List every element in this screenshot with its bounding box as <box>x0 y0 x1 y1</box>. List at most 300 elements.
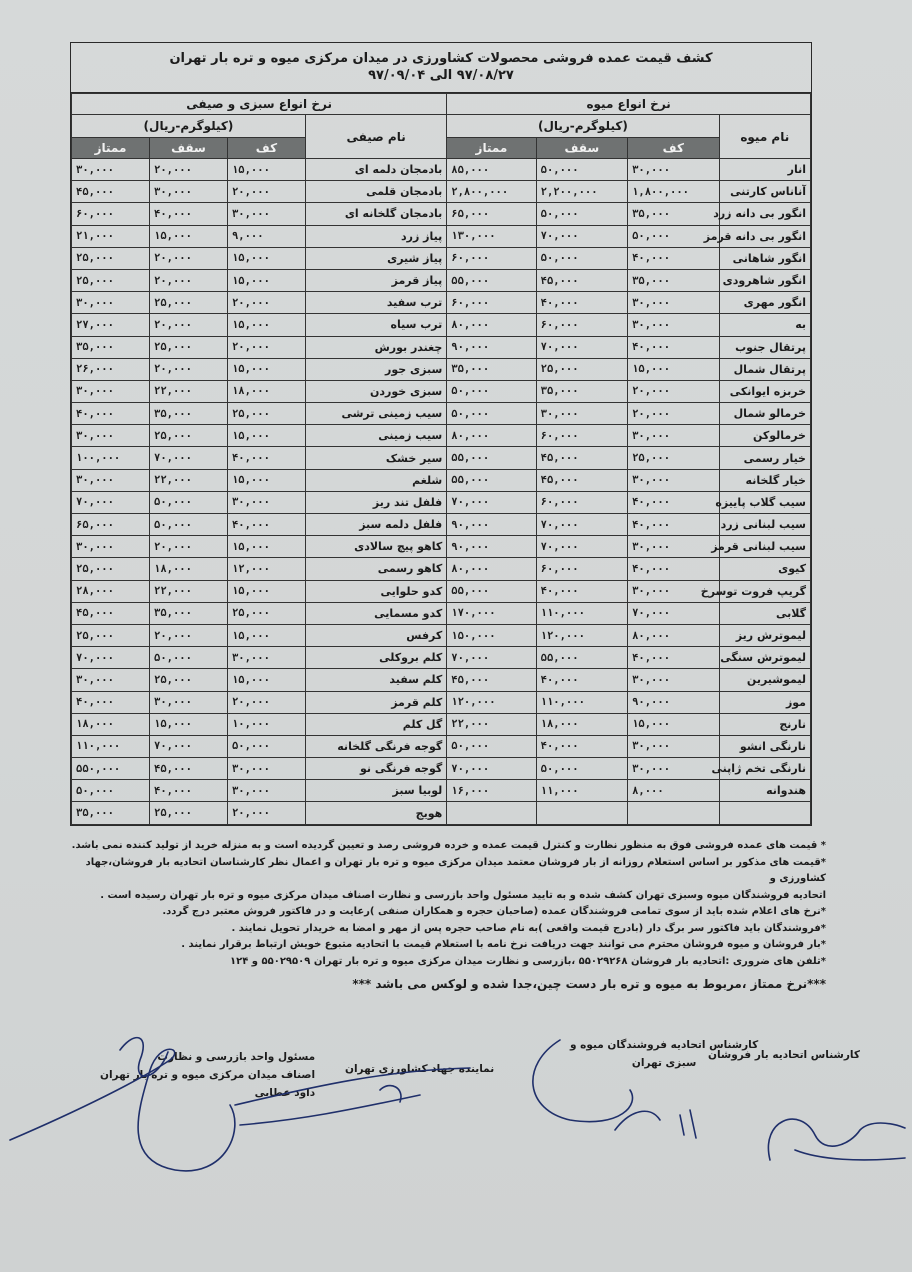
fruit-name-cell: خرمالوکن <box>719 425 810 447</box>
veg-name-cell: کاهو پیچ سالادی <box>305 536 446 558</box>
fruit-floor-cell: ۳۰,۰۰۰ <box>628 159 719 181</box>
fruit-name-cell: لیموترش سنگی <box>719 647 810 669</box>
veg-ceiling-cell: ۷۰,۰۰۰ <box>150 447 228 469</box>
veg-ceiling-cell: ۴۰,۰۰۰ <box>150 203 228 225</box>
fruit-ceiling-cell: ۵۰,۰۰۰ <box>536 247 627 269</box>
signature-title: اصناف میدان مرکزی میوه و تره بار تهران <box>100 1069 316 1081</box>
veg-name-header: نام صیفی <box>305 115 446 159</box>
veg-premium-cell: ۲۵,۰۰۰ <box>72 247 150 269</box>
veg-unit-header: (کیلوگرم-ریال) <box>72 115 306 138</box>
fruit-premium-cell: ۸۰,۰۰۰ <box>447 558 536 580</box>
fruit-name-cell: به <box>719 314 810 336</box>
veg-ceiling-cell: ۲۲,۰۰۰ <box>150 469 228 491</box>
veg-name-cell: کاهو رسمی <box>305 558 446 580</box>
veg-floor-cell: ۱۵,۰۰۰ <box>227 247 305 269</box>
note-line: *فروشندگان باید فاکتور سر برگ دار (بادرج قیمت واقعی )به نام صاحب حجره پس از مهر و امضا به خریدار تحویل نمایند . <box>231 922 826 934</box>
veg-name-cell: شلغم <box>305 469 446 491</box>
veg-ceiling-cell: ۲۲,۰۰۰ <box>150 380 228 402</box>
fruit-floor-cell: ۷۰,۰۰۰ <box>628 602 719 624</box>
fruit-premium-cell: ۸۰,۰۰۰ <box>447 314 536 336</box>
signature-title: کارشناس اتحادیه بار فروشان <box>708 1049 860 1061</box>
fruit-floor-cell: ۲۰,۰۰۰ <box>628 403 719 425</box>
veg-floor-cell: ۲۰,۰۰۰ <box>227 292 305 314</box>
veg-premium-cell: ۶۵,۰۰۰ <box>72 514 150 536</box>
table-row <box>72 536 811 558</box>
veg-premium-cell: ۲۱,۰۰۰ <box>72 225 150 247</box>
table-row <box>72 380 811 402</box>
fruit-premium-cell: ۵۵,۰۰۰ <box>447 580 536 602</box>
veg-ceiling-cell: ۵۰,۰۰۰ <box>150 491 228 513</box>
table-row <box>72 647 811 669</box>
fruit-premium-cell: ۳۵,۰۰۰ <box>447 358 536 380</box>
table-row <box>72 780 811 802</box>
fruit-premium-cell: ۱۶,۰۰۰ <box>447 780 536 802</box>
veg-name-cell: کدو مسمایی <box>305 602 446 624</box>
title-text: کشف قیمت عمده فروشی محصولات کشاورزی در میدان مرکزی میوه و تره بار تهران <box>169 51 713 66</box>
signature-title: کارشناس اتحادیه فروشندگان میوه و <box>570 1039 759 1051</box>
table-row <box>72 292 811 314</box>
fruit-name-cell: سیب لبنانی قرمز <box>719 536 810 558</box>
veg-floor-cell: ۱۵,۰۰۰ <box>227 314 305 336</box>
document-title <box>71 43 811 93</box>
fruit-floor-cell: ۲۰,۰۰۰ <box>628 380 719 402</box>
veg-floor-cell: ۱۸,۰۰۰ <box>227 380 305 402</box>
fruit-name-cell: گریپ فروت توسرخ <box>719 580 810 602</box>
veg-ceiling-cell: ۵۰,۰۰۰ <box>150 647 228 669</box>
signature-scribble-4 <box>768 1119 905 1160</box>
table-row <box>72 624 811 646</box>
fruit-premium-cell: ۵۰,۰۰۰ <box>447 380 536 402</box>
fruit-ceiling-cell: ۷۰,۰۰۰ <box>536 536 627 558</box>
fruit-ceiling-cell: ۴۰,۰۰۰ <box>536 292 627 314</box>
fruit-ceiling-cell: ۷۰,۰۰۰ <box>536 514 627 536</box>
table-row <box>72 203 811 225</box>
veg-floor-cell: ۱۲,۰۰۰ <box>227 558 305 580</box>
veg-premium-cell: ۳۰,۰۰۰ <box>72 669 150 691</box>
fruit-ceiling-cell: ۴۰,۰۰۰ <box>536 669 627 691</box>
veg-ceiling-cell: ۲۵,۰۰۰ <box>150 336 228 358</box>
veg-premium-cell: ۷۰,۰۰۰ <box>72 647 150 669</box>
fruit-ceiling-header: سقف <box>536 138 627 159</box>
fruit-floor-header: کف <box>628 138 719 159</box>
fruit-floor-cell: ۱۵,۰۰۰ <box>628 713 719 735</box>
signature-person: داود عطایی <box>254 1087 316 1099</box>
veg-floor-cell: ۲۰,۰۰۰ <box>227 802 305 824</box>
fruit-ceiling-cell: ۶۰,۰۰۰ <box>536 314 627 336</box>
fruit-ceiling-cell: ۱۱۰,۰۰۰ <box>536 602 627 624</box>
fruit-floor-cell: ۳۰,۰۰۰ <box>628 669 719 691</box>
veg-name-cell: هویج <box>305 802 446 824</box>
fruit-name-cell: نارنگی انشو <box>719 735 810 757</box>
fruit-name-cell: سیب گلاب پاییزه <box>719 491 810 513</box>
price-table <box>71 93 811 825</box>
fruit-floor-cell: ۹۰,۰۰۰ <box>628 691 719 713</box>
fruit-floor-cell: ۴۰,۰۰۰ <box>628 558 719 580</box>
note-line: * قیمت های عمده فروشی فوق به منظور نظارت و کنترل قیمت عمده و خرده فروشی رصد و تعیین گردیده است و به منزله خرید از تولید کننده نمی باشد. <box>71 840 826 851</box>
veg-name-cell: لوبیا سبز <box>305 780 446 802</box>
fruit-floor-cell: ۳۰,۰۰۰ <box>628 425 719 447</box>
fruit-premium-cell: ۵۵,۰۰۰ <box>447 469 536 491</box>
veg-name-cell: ترب سفید <box>305 292 446 314</box>
table-row <box>72 758 811 780</box>
fruit-premium-cell: ۹۰,۰۰۰ <box>447 514 536 536</box>
signature-inspection <box>100 1048 315 1102</box>
fruit-floor-cell: ۴۰,۰۰۰ <box>628 647 719 669</box>
veg-premium-cell: ۳۰,۰۰۰ <box>72 159 150 181</box>
veg-floor-cell: ۱۰,۰۰۰ <box>227 713 305 735</box>
fruit-name-cell: نارنگی تخم ژاپنی <box>719 758 810 780</box>
fruit-premium-cell: ۱۷۰,۰۰۰ <box>447 602 536 624</box>
veg-floor-cell: ۱۵,۰۰۰ <box>227 624 305 646</box>
fruit-ceiling-cell: ۵۰,۰۰۰ <box>536 203 627 225</box>
table-row <box>72 336 811 358</box>
veg-premium-cell: ۲۶,۰۰۰ <box>72 358 150 380</box>
signature-title: نماینده جهاد کشاورزی تهران <box>345 1063 495 1075</box>
fruit-name-cell: خرمالو شمال <box>719 403 810 425</box>
veg-floor-cell: ۳۰,۰۰۰ <box>227 203 305 225</box>
fruit-name-cell: کیوی <box>719 558 810 580</box>
note-line: *قیمت های مذکور بر اساس استعلام روزانه از بار فروشان معتمد میدان مرکزی میوه و تره بار تهران و اعمال نظر کارشناسان اتحادیه بار فروشان،جهاد کشاورزی و <box>85 856 826 884</box>
veg-premium-cell: ۴۰,۰۰۰ <box>72 403 150 425</box>
fruit-name-cell: خربزه ایوانکی <box>719 380 810 402</box>
veg-ceiling-header: سقف <box>150 138 228 159</box>
table-row <box>72 358 811 380</box>
veg-ceiling-cell: ۲۰,۰۰۰ <box>150 536 228 558</box>
fruit-floor-cell: ۴۰,۰۰۰ <box>628 491 719 513</box>
fruit-name-cell: آناناس کارتنی <box>719 181 810 203</box>
fruit-ceiling-cell: ۷۰,۰۰۰ <box>536 225 627 247</box>
table-row <box>72 469 811 491</box>
veg-floor-cell: ۴۰,۰۰۰ <box>227 447 305 469</box>
veg-premium-cell: ۲۵,۰۰۰ <box>72 269 150 291</box>
fruit-name-cell: هندوانه <box>719 780 810 802</box>
table-row <box>72 802 811 824</box>
veg-ceiling-cell: ۲۵,۰۰۰ <box>150 425 228 447</box>
veg-floor-cell: ۵۰,۰۰۰ <box>227 735 305 757</box>
fruit-unit-header: (کیلوگرم-ریال) <box>447 115 719 138</box>
veg-name-cell: سبزی خوردن <box>305 380 446 402</box>
veg-floor-cell: ۹,۰۰۰ <box>227 225 305 247</box>
fruit-ceiling-cell: ۱۱۰,۰۰۰ <box>536 691 627 713</box>
veg-name-cell: کلم بروکلی <box>305 647 446 669</box>
veg-premium-cell: ۲۵,۰۰۰ <box>72 558 150 580</box>
veg-premium-cell: ۲۷,۰۰۰ <box>72 314 150 336</box>
veg-section-heading: نرخ انواع سبزی و صیفی <box>72 94 447 115</box>
fruit-premium-cell: ۹۰,۰۰۰ <box>447 536 536 558</box>
date-range: ۹۷/۰۸/۲۷ الی ۹۷/۰۹/۰۴ <box>368 68 514 83</box>
table-row <box>72 447 811 469</box>
signature-title: مسئول واحد بازرسی و نظارت <box>157 1051 316 1063</box>
table-row <box>72 669 811 691</box>
fruit-name-header: نام میوه <box>719 115 810 159</box>
veg-name-cell: کدو حلوایی <box>305 580 446 602</box>
table-row <box>72 314 811 336</box>
fruit-name-cell: انگور مهری <box>719 292 810 314</box>
veg-name-cell: کلم قرمز <box>305 691 446 713</box>
fruit-ceiling-cell: ۵۵,۰۰۰ <box>536 647 627 669</box>
note-line: *بار فروشان و میوه فروشان محترم می توانند جهت دریافت نرخ نامه با استعلام قیمت با اتحادیه متبوع خویش ارتباط برقرار نمایند . <box>181 939 826 950</box>
veg-name-cell: سیب زمینی ترشی <box>305 403 446 425</box>
fruit-premium-cell: ۲۲,۰۰۰ <box>447 713 536 735</box>
fruit-name-cell: لیموشیرین <box>719 669 810 691</box>
table-row <box>72 181 811 203</box>
fruit-premium-cell: ۷۰,۰۰۰ <box>447 491 536 513</box>
veg-ceiling-cell: ۱۵,۰۰۰ <box>150 713 228 735</box>
fruit-premium-cell: ۸۰,۰۰۰ <box>447 425 536 447</box>
fruit-ceiling-cell: ۱۸,۰۰۰ <box>536 713 627 735</box>
fruit-floor-cell: ۸۰,۰۰۰ <box>628 624 719 646</box>
veg-name-cell: چغندر بورش <box>305 336 446 358</box>
veg-premium-cell: ۳۰,۰۰۰ <box>72 536 150 558</box>
veg-floor-cell: ۲۵,۰۰۰ <box>227 403 305 425</box>
veg-name-cell: پیاز قرمز <box>305 269 446 291</box>
notes-block <box>66 838 826 993</box>
veg-floor-cell: ۱۵,۰۰۰ <box>227 425 305 447</box>
veg-floor-cell: ۲۵,۰۰۰ <box>227 602 305 624</box>
fruit-premium-cell: ۵۵,۰۰۰ <box>447 269 536 291</box>
veg-ceiling-cell: ۲۵,۰۰۰ <box>150 292 228 314</box>
fruit-name-cell: انار <box>719 159 810 181</box>
veg-floor-cell: ۳۰,۰۰۰ <box>227 780 305 802</box>
fruit-floor-cell: ۸,۰۰۰ <box>628 780 719 802</box>
veg-premium-cell: ۵۰,۰۰۰ <box>72 780 150 802</box>
fruit-floor-cell: ۳۰,۰۰۰ <box>628 469 719 491</box>
fruit-floor-cell <box>628 802 719 824</box>
note-line: *تلفن های ضروری :اتحادیه بار فروشان ۵۵۰۲۹۲۶۸ ،بازرسی و نظارت میدان مرکزی میوه و تره بار تهران ۵۵۰۲۹۵۰۹ و ۱۲۴ <box>230 955 826 967</box>
fruit-ceiling-cell: ۴۵,۰۰۰ <box>536 469 627 491</box>
veg-floor-cell: ۳۰,۰۰۰ <box>227 491 305 513</box>
veg-name-cell: گل کلم <box>305 713 446 735</box>
fruit-premium-cell: ۵۰,۰۰۰ <box>447 403 536 425</box>
veg-name-cell: فلفل تند ریز <box>305 491 446 513</box>
veg-floor-cell: ۱۵,۰۰۰ <box>227 669 305 691</box>
fruit-premium-cell: ۸۵,۰۰۰ <box>447 159 536 181</box>
table-row <box>72 691 811 713</box>
premium-note: ***نرخ ممتاز ،مربوط به میوه و تره بار دست چین،جدا شده و لوکس می باشد *** <box>352 977 826 991</box>
table-row <box>72 491 811 513</box>
fruit-floor-cell: ۳۰,۰۰۰ <box>628 758 719 780</box>
signature-wholesaler-union <box>708 1046 860 1064</box>
veg-ceiling-cell: ۴۰,۰۰۰ <box>150 780 228 802</box>
veg-ceiling-cell: ۱۸,۰۰۰ <box>150 558 228 580</box>
veg-name-cell: سیب زمینی <box>305 425 446 447</box>
veg-floor-cell: ۲۰,۰۰۰ <box>227 181 305 203</box>
veg-premium-cell: ۳۰,۰۰۰ <box>72 425 150 447</box>
fruit-ceiling-cell: ۵۰,۰۰۰ <box>536 159 627 181</box>
table-row <box>72 602 811 624</box>
table-row <box>72 225 811 247</box>
fruit-premium-cell: ۵۵,۰۰۰ <box>447 447 536 469</box>
veg-name-cell: ترب سیاه <box>305 314 446 336</box>
veg-ceiling-cell: ۲۵,۰۰۰ <box>150 802 228 824</box>
veg-premium-cell: ۲۵,۰۰۰ <box>72 624 150 646</box>
fruit-premium-cell: ۵۰,۰۰۰ <box>447 735 536 757</box>
veg-premium-cell: ۶۰,۰۰۰ <box>72 203 150 225</box>
veg-ceiling-cell: ۳۵,۰۰۰ <box>150 403 228 425</box>
veg-ceiling-cell: ۲۲,۰۰۰ <box>150 580 228 602</box>
table-row <box>72 247 811 269</box>
veg-premium-cell: ۳۰,۰۰۰ <box>72 292 150 314</box>
veg-name-cell: گوجه فرنگی نو <box>305 758 446 780</box>
fruit-ceiling-cell: ۱۱,۰۰۰ <box>536 780 627 802</box>
fruit-name-cell: انگور بی دانه قرمز <box>719 225 810 247</box>
veg-ceiling-cell: ۲۰,۰۰۰ <box>150 624 228 646</box>
fruit-premium-cell: ۱۳۰,۰۰۰ <box>447 225 536 247</box>
fruit-name-cell: پرتقال شمال <box>719 358 810 380</box>
veg-ceiling-cell: ۲۰,۰۰۰ <box>150 358 228 380</box>
veg-floor-header: کف <box>227 138 305 159</box>
veg-floor-cell: ۱۵,۰۰۰ <box>227 358 305 380</box>
veg-floor-cell: ۱۵,۰۰۰ <box>227 469 305 491</box>
fruit-floor-cell: ۳۰,۰۰۰ <box>628 735 719 757</box>
veg-ceiling-cell: ۴۵,۰۰۰ <box>150 758 228 780</box>
veg-name-cell: فلفل دلمه سبز <box>305 514 446 536</box>
fruit-premium-cell: ۹۰,۰۰۰ <box>447 336 536 358</box>
veg-name-cell: پیاز شیری <box>305 247 446 269</box>
fruit-ceiling-cell: ۴۰,۰۰۰ <box>536 580 627 602</box>
veg-name-cell: کرفس <box>305 624 446 646</box>
veg-name-cell: بادمجان گلخانه ای <box>305 203 446 225</box>
fruit-name-cell: انگور شاهانی <box>719 247 810 269</box>
signature-title: سبزی تهران <box>631 1057 697 1069</box>
fruit-premium-cell: ۷۰,۰۰۰ <box>447 647 536 669</box>
table-row <box>72 425 811 447</box>
veg-premium-cell: ۱۰۰,۰۰۰ <box>72 447 150 469</box>
veg-premium-cell: ۳۵,۰۰۰ <box>72 802 150 824</box>
fruit-floor-cell: ۳۰,۰۰۰ <box>628 536 719 558</box>
veg-name-cell: سیر خشک <box>305 447 446 469</box>
veg-ceiling-cell: ۳۰,۰۰۰ <box>150 181 228 203</box>
veg-premium-cell: ۱۸,۰۰۰ <box>72 713 150 735</box>
table-row <box>72 159 811 181</box>
table-row <box>72 713 811 735</box>
fruit-premium-cell: ۱۲۰,۰۰۰ <box>447 691 536 713</box>
fruit-name-cell: خیار رسمی <box>719 447 810 469</box>
veg-name-cell: سبزی جور <box>305 358 446 380</box>
veg-ceiling-cell: ۱۵,۰۰۰ <box>150 225 228 247</box>
price-rows <box>72 159 811 825</box>
fruit-ceiling-cell: ۴۵,۰۰۰ <box>536 447 627 469</box>
table-row <box>72 403 811 425</box>
fruit-ceiling-cell <box>536 802 627 824</box>
fruit-floor-cell: ۴۰,۰۰۰ <box>628 247 719 269</box>
fruit-name-cell <box>719 802 810 824</box>
veg-name-cell: کلم سفید <box>305 669 446 691</box>
fruit-premium-header: ممتاز <box>447 138 536 159</box>
veg-premium-cell: ۳۰,۰۰۰ <box>72 380 150 402</box>
veg-ceiling-cell: ۷۰,۰۰۰ <box>150 735 228 757</box>
veg-premium-cell: ۲۸,۰۰۰ <box>72 580 150 602</box>
veg-ceiling-cell: ۲۵,۰۰۰ <box>150 669 228 691</box>
fruit-ceiling-cell: ۳۰,۰۰۰ <box>536 403 627 425</box>
fruit-ceiling-cell: ۲۵,۰۰۰ <box>536 358 627 380</box>
veg-floor-cell: ۱۵,۰۰۰ <box>227 159 305 181</box>
fruit-ceiling-cell: ۳۵,۰۰۰ <box>536 380 627 402</box>
veg-ceiling-cell: ۲۰,۰۰۰ <box>150 269 228 291</box>
fruit-floor-cell: ۳۵,۰۰۰ <box>628 203 719 225</box>
fruit-premium-cell <box>447 802 536 824</box>
fruit-name-cell: لیموترش ریز <box>719 624 810 646</box>
fruit-premium-cell: ۷۰,۰۰۰ <box>447 758 536 780</box>
fruit-premium-cell: ۲,۸۰۰,۰۰۰ <box>447 181 536 203</box>
veg-ceiling-cell: ۳۰,۰۰۰ <box>150 691 228 713</box>
veg-premium-cell: ۳۰,۰۰۰ <box>72 469 150 491</box>
fruit-floor-cell: ۳۰,۰۰۰ <box>628 292 719 314</box>
veg-ceiling-cell: ۵۰,۰۰۰ <box>150 514 228 536</box>
veg-name-cell: بادمجان قلمی <box>305 181 446 203</box>
fruit-ceiling-cell: ۶۰,۰۰۰ <box>536 425 627 447</box>
veg-ceiling-cell: ۳۵,۰۰۰ <box>150 602 228 624</box>
fruit-ceiling-cell: ۲,۲۰۰,۰۰۰ <box>536 181 627 203</box>
table-row <box>72 580 811 602</box>
fruit-premium-cell: ۴۵,۰۰۰ <box>447 669 536 691</box>
veg-floor-cell: ۲۰,۰۰۰ <box>227 691 305 713</box>
handwritten-signatures <box>0 1010 912 1210</box>
fruit-name-cell: انگور بی دانه زرد <box>719 203 810 225</box>
table-row <box>72 735 811 757</box>
fruit-name-cell: موز <box>719 691 810 713</box>
price-sheet <box>70 42 812 826</box>
veg-floor-cell: ۴۰,۰۰۰ <box>227 514 305 536</box>
veg-floor-cell: ۲۰,۰۰۰ <box>227 336 305 358</box>
fruit-floor-cell: ۴۰,۰۰۰ <box>628 514 719 536</box>
veg-premium-header: ممتاز <box>72 138 150 159</box>
fruit-ceiling-cell: ۶۰,۰۰۰ <box>536 558 627 580</box>
table-row <box>72 558 811 580</box>
veg-floor-cell: ۳۰,۰۰۰ <box>227 647 305 669</box>
fruit-floor-cell: ۴۰,۰۰۰ <box>628 336 719 358</box>
veg-ceiling-cell: ۲۰,۰۰۰ <box>150 159 228 181</box>
fruit-floor-cell: ۲۵,۰۰۰ <box>628 447 719 469</box>
fruit-ceiling-cell: ۶۰,۰۰۰ <box>536 491 627 513</box>
veg-floor-cell: ۱۵,۰۰۰ <box>227 580 305 602</box>
veg-premium-cell: ۷۰,۰۰۰ <box>72 491 150 513</box>
fruit-ceiling-cell: ۵۰,۰۰۰ <box>536 758 627 780</box>
veg-premium-cell: ۴۵,۰۰۰ <box>72 181 150 203</box>
veg-name-cell: پیاز زرد <box>305 225 446 247</box>
note-line: اتحادیه فروشندگان میوه وسبزی تهران کشف شده و به تایید مسئول واحد بازرسی و نظارت اصناف میدان مرکزی میوه و تره بار تهران رسیده است . <box>100 889 826 901</box>
fruit-ceiling-cell: ۴۵,۰۰۰ <box>536 269 627 291</box>
fruit-name-cell: نارنج <box>719 713 810 735</box>
fruit-name-cell: سیب لبنانی زرد <box>719 514 810 536</box>
veg-premium-cell: ۴۰,۰۰۰ <box>72 691 150 713</box>
veg-ceiling-cell: ۲۰,۰۰۰ <box>150 247 228 269</box>
fruit-ceiling-cell: ۷۰,۰۰۰ <box>536 336 627 358</box>
veg-ceiling-cell: ۲۰,۰۰۰ <box>150 314 228 336</box>
veg-premium-cell: ۳۵,۰۰۰ <box>72 336 150 358</box>
table-row <box>72 269 811 291</box>
veg-floor-cell: ۳۰,۰۰۰ <box>227 758 305 780</box>
fruit-premium-cell: ۶۵,۰۰۰ <box>447 203 536 225</box>
veg-premium-cell: ۴۵,۰۰۰ <box>72 602 150 624</box>
veg-name-cell: گوجه فرنگی گلخانه <box>305 735 446 757</box>
fruit-floor-cell: ۳۵,۰۰۰ <box>628 269 719 291</box>
signature-agriculture <box>345 1060 494 1078</box>
table-row <box>72 514 811 536</box>
veg-premium-cell: ۵۵۰,۰۰۰ <box>72 758 150 780</box>
fruit-floor-cell: ۳۰,۰۰۰ <box>628 314 719 336</box>
veg-premium-cell: ۱۱۰,۰۰۰ <box>72 735 150 757</box>
fruit-ceiling-cell: ۴۰,۰۰۰ <box>536 735 627 757</box>
veg-floor-cell: ۱۵,۰۰۰ <box>227 269 305 291</box>
fruit-floor-cell: ۱,۸۰۰,۰۰۰ <box>628 181 719 203</box>
fruit-premium-cell: ۶۰,۰۰۰ <box>447 247 536 269</box>
fruit-name-cell: گلابی <box>719 602 810 624</box>
note-line: *نرخ های اعلام شده باید از سوی تمامی فروشندگان عمده (صاحبان حجره و همکاران صنفی )رعایت و در فاکتور فروش معتبر درج گردد. <box>162 906 826 917</box>
fruit-premium-cell: ۶۰,۰۰۰ <box>447 292 536 314</box>
veg-name-cell: بادمجان دلمه ای <box>305 159 446 181</box>
veg-floor-cell: ۱۵,۰۰۰ <box>227 536 305 558</box>
